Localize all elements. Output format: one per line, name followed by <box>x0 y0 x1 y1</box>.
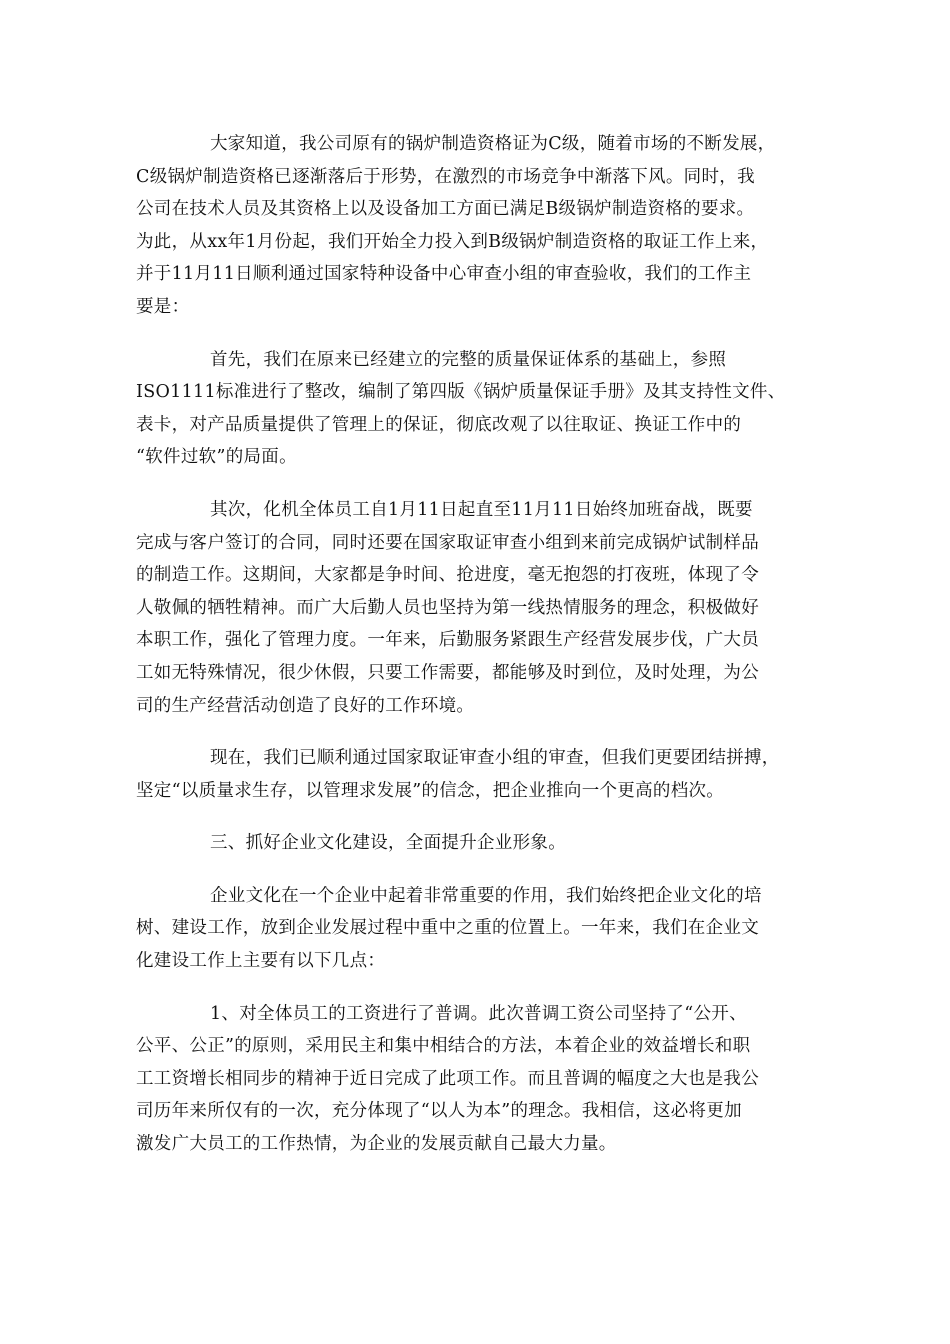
paragraph-line: 激发广大员工的工作热情，为企业的发展贡献自己最大力量。 <box>136 1134 617 1155</box>
paragraph-line: 的制造工作。这期间，大家都是争时间、抢进度，毫无抱怨的打夜班，体现了令 <box>136 565 759 586</box>
paragraph-now-passed-review <box>136 742 826 807</box>
paragraph-corporate-culture-intro <box>136 880 826 978</box>
paragraph-line: 树、建设工作，放到企业发展过程中重中之重的位置上。一年来，我们在企业文 <box>136 918 759 939</box>
paragraph-salary-adjustment <box>136 998 826 1161</box>
paragraph-line: 三、抓好企业文化建设，全面提升企业形象。 <box>210 833 566 854</box>
paragraph-line: 司历年来所仅有的一次，充分体现了“以人为本”的理念。我相信，这必将更加 <box>136 1101 742 1122</box>
paragraph-line: 本职工作，强化了管理力度。一年来，后勤服务紧跟生产经营发展步伐，广大员 <box>136 630 759 651</box>
paragraph-line: 表卡，对产品质量提供了管理上的保证，彻底改观了以往取证、换证工作中的 <box>136 414 742 435</box>
paragraph-line: 坚定“以质量求生存，以管理求发展”的信念，把企业推向一个更高的档次。 <box>136 780 725 801</box>
paragraph-line: 现在，我们已顺利通过国家取证审查小组的审查，但我们更要团结拼搏， <box>210 748 780 769</box>
paragraph-line: 其次，化机全体员工自1月11日起直至11月11日始终加班奋战，既要 <box>210 499 753 520</box>
paragraph-line: 司的生产经营活动创造了良好的工作环境。 <box>136 695 475 716</box>
paragraph-line: 首先，我们在原来已经建立的完整的质量保证体系的基础上，参照 <box>210 349 727 370</box>
paragraph-line: 完成与客户签订的合同，同时还要在国家取证审查小组到来前完成锅炉试制样品 <box>136 532 759 553</box>
paragraph-line: 为此，从xx年1月份起，我们开始全力投入到B级锅炉制造资格的取证工作上来， <box>136 231 769 252</box>
paragraph-line: 工如无特殊情况，很少休假，只要工作需要，都能够及时到位，及时处理，为公 <box>136 662 759 683</box>
paragraph-line: 大家知道，我公司原有的锅炉制造资格证为C级，随着市场的不断发展， <box>210 134 776 154</box>
paragraph-line: 要是： <box>136 296 190 317</box>
paragraph-first-quality-system <box>136 344 826 474</box>
paragraph-line: 工工资增长相同步的精神于近日完成了此项工作。而且普调的幅度之大也是我公 <box>136 1068 759 1089</box>
paragraph-line: 公司在技术人员及其资格上以及设备加工方面已满足B级锅炉制造资格的要求。 <box>136 199 755 220</box>
paragraph-line: 1、对全体员工的工资进行了普调。此次普调工资公司坚持了“公开、 <box>210 1003 747 1024</box>
paragraph-line: ISO1111标准进行了整改，编制了第四版《锅炉质量保证手册》及其支持性文件、 <box>136 382 786 403</box>
paragraph-line: C级锅炉制造资格已逐渐落后于形势，在激烈的市场竞争中渐落下风。同时，我 <box>136 166 755 187</box>
paragraph-second-staff-effort <box>136 494 826 722</box>
paragraph-line: 并于11月11日顺利通过国家特种设备中心审查小组的审查验收，我们的工作主 <box>136 264 752 285</box>
section-heading-corporate-culture <box>136 827 826 860</box>
paragraph-line: 企业文化在一个企业中起着非常重要的作用，我们始终把企业文化的培 <box>210 885 762 906</box>
paragraph-line: 人敬佩的牺牲精神。而广大后勤人员也坚持为第一线热情服务的理念，积极做好 <box>136 597 759 618</box>
paragraph-line: 公平、公正”的原则，采用民主和集中相结合的方法，本着企业的效益增长和职 <box>136 1036 751 1057</box>
paragraph-c-to-b-qualification <box>136 128 826 324</box>
document-body <box>136 128 826 1181</box>
paragraph-line: 化建设工作上主要有以下几点： <box>136 951 386 972</box>
paragraph-line: “软件过软”的局面。 <box>136 447 297 468</box>
